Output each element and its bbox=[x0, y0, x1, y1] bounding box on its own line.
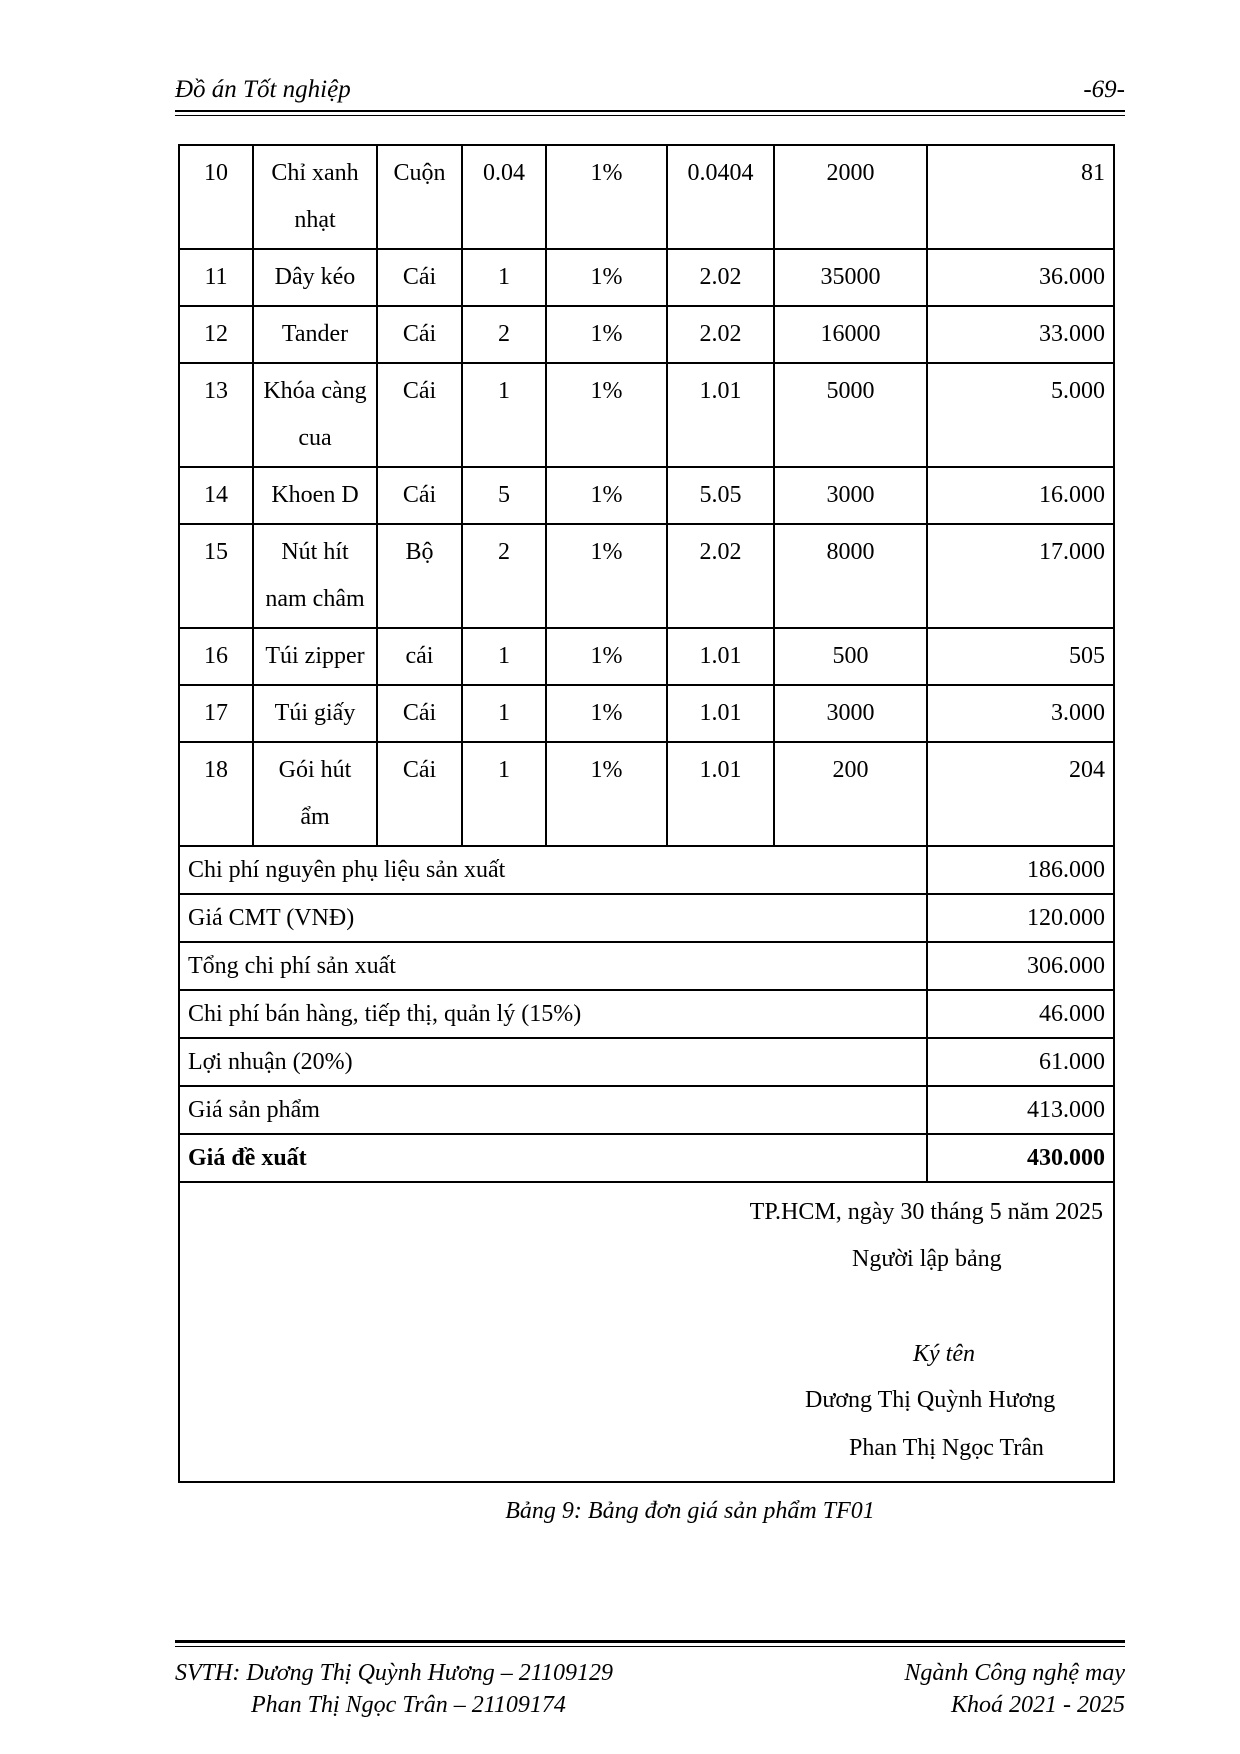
summary-value: 306.000 bbox=[927, 942, 1114, 990]
row-number-cell: 11 bbox=[179, 249, 253, 306]
table-row bbox=[179, 306, 1114, 363]
summary-label: Chi phí bán hàng, tiếp thị, quản lý (15%) bbox=[179, 990, 927, 1038]
table-row bbox=[179, 628, 1114, 685]
unit-price-cell: 5000 bbox=[774, 363, 927, 467]
row-number-cell: 12 bbox=[179, 306, 253, 363]
summary-row bbox=[179, 1086, 1114, 1134]
quantity-cell: 1 bbox=[462, 685, 546, 742]
summary-row bbox=[179, 1134, 1114, 1182]
row-number-cell: 15 bbox=[179, 524, 253, 628]
total-quantity-cell: 5.05 bbox=[667, 467, 774, 524]
total-quantity-cell: 2.02 bbox=[667, 524, 774, 628]
unit-cell: Cái bbox=[377, 306, 462, 363]
unit-price-cell: 35000 bbox=[774, 249, 927, 306]
unit-price-cell: 8000 bbox=[774, 524, 927, 628]
signature-label: Ký tên bbox=[913, 1341, 975, 1367]
item-rows bbox=[179, 145, 1114, 846]
amount-cell: 5.000 bbox=[927, 363, 1114, 467]
total-quantity-cell: 1.01 bbox=[667, 363, 774, 467]
amount-cell: 81 bbox=[927, 145, 1114, 249]
quantity-cell: 1 bbox=[462, 363, 546, 467]
total-quantity-cell: 2.02 bbox=[667, 249, 774, 306]
material-name-cell: Khoen D bbox=[253, 467, 377, 524]
footer-major: Ngành Công nghệ may bbox=[904, 1660, 1125, 1686]
amount-cell: 505 bbox=[927, 628, 1114, 685]
material-name-cell: Gói hút ẩm bbox=[253, 742, 377, 846]
header-rule bbox=[175, 110, 1125, 112]
table-row bbox=[179, 145, 1114, 249]
header-rule-thin bbox=[175, 115, 1125, 116]
table-row bbox=[179, 742, 1114, 846]
product-cost-table bbox=[178, 144, 1115, 1483]
summary-value: 186.000 bbox=[927, 846, 1114, 894]
summary-label: Giá sản phẩm bbox=[179, 1086, 927, 1134]
unit-price-cell: 200 bbox=[774, 742, 927, 846]
summary-value: 46.000 bbox=[927, 990, 1114, 1038]
quantity-cell: 1 bbox=[462, 628, 546, 685]
amount-cell: 17.000 bbox=[927, 524, 1114, 628]
footer-course: Khoá 2021 - 2025 bbox=[951, 1692, 1125, 1718]
loss-rate-cell: 1% bbox=[546, 685, 667, 742]
summary-row bbox=[179, 1038, 1114, 1086]
quantity-cell: 0.04 bbox=[462, 145, 546, 249]
signer-name-2: Phan Thị Ngọc Trân bbox=[849, 1435, 1044, 1461]
quantity-cell: 2 bbox=[462, 524, 546, 628]
unit-cell: Bộ bbox=[377, 524, 462, 628]
creator-label: Người lập bảng bbox=[852, 1246, 1002, 1272]
total-quantity-cell: 1.01 bbox=[667, 742, 774, 846]
material-name-cell: Nút hít nam châm bbox=[253, 524, 377, 628]
total-quantity-cell: 2.02 bbox=[667, 306, 774, 363]
signer-name-1: Dương Thị Quỳnh Hương bbox=[805, 1387, 1056, 1413]
signature-block bbox=[179, 1182, 1114, 1482]
summary-label: Giá CMT (VNĐ) bbox=[179, 894, 927, 942]
summary-row bbox=[179, 894, 1114, 942]
material-name-cell: Túi zipper bbox=[253, 628, 377, 685]
material-name-cell: Dây kéo bbox=[253, 249, 377, 306]
quantity-cell: 1 bbox=[462, 742, 546, 846]
unit-price-cell: 3000 bbox=[774, 685, 927, 742]
table-row bbox=[179, 467, 1114, 524]
loss-rate-cell: 1% bbox=[546, 524, 667, 628]
row-number-cell: 17 bbox=[179, 685, 253, 742]
total-quantity-cell: 1.01 bbox=[667, 628, 774, 685]
signature-row bbox=[179, 1182, 1114, 1482]
table-row bbox=[179, 685, 1114, 742]
page-header bbox=[175, 72, 1125, 112]
unit-cell: cái bbox=[377, 628, 462, 685]
summary-label: Giá đề xuất bbox=[179, 1134, 927, 1182]
table-caption: Bảng 9: Bảng đơn giá sản phẩm TF01 bbox=[505, 1498, 875, 1524]
footer-student-1: SVTH: Dương Thị Quỳnh Hương – 21109129 bbox=[175, 1660, 614, 1686]
material-name-cell: Tander bbox=[253, 306, 377, 363]
loss-rate-cell: 1% bbox=[546, 628, 667, 685]
unit-cell: Cái bbox=[377, 742, 462, 846]
quantity-cell: 5 bbox=[462, 467, 546, 524]
unit-cell: Cái bbox=[377, 467, 462, 524]
summary-row bbox=[179, 942, 1114, 990]
total-quantity-cell: 1.01 bbox=[667, 685, 774, 742]
quantity-cell: 1 bbox=[462, 249, 546, 306]
table-row bbox=[179, 249, 1114, 306]
table-row bbox=[179, 524, 1114, 628]
unit-price-cell: 500 bbox=[774, 628, 927, 685]
unit-cell: Cuộn bbox=[377, 145, 462, 249]
loss-rate-cell: 1% bbox=[546, 742, 667, 846]
amount-cell: 204 bbox=[927, 742, 1114, 846]
loss-rate-cell: 1% bbox=[546, 306, 667, 363]
summary-label: Lợi nhuận (20%) bbox=[179, 1038, 927, 1086]
header-title: Đồ án Tốt nghiệp bbox=[175, 76, 351, 103]
amount-cell: 36.000 bbox=[927, 249, 1114, 306]
footer-rule-thin bbox=[175, 1646, 1125, 1647]
unit-price-cell: 3000 bbox=[774, 467, 927, 524]
summary-value: 430.000 bbox=[927, 1134, 1114, 1182]
row-number-cell: 16 bbox=[179, 628, 253, 685]
summary-label: Chi phí nguyên phụ liệu sản xuất bbox=[179, 846, 927, 894]
amount-cell: 33.000 bbox=[927, 306, 1114, 363]
unit-price-cell: 2000 bbox=[774, 145, 927, 249]
unit-cell: Cái bbox=[377, 685, 462, 742]
material-name-cell: Chỉ xanh nhạt bbox=[253, 145, 377, 249]
row-number-cell: 14 bbox=[179, 467, 253, 524]
loss-rate-cell: 1% bbox=[546, 145, 667, 249]
loss-rate-cell: 1% bbox=[546, 249, 667, 306]
unit-cell: Cái bbox=[377, 363, 462, 467]
row-number-cell: 10 bbox=[179, 145, 253, 249]
summary-row bbox=[179, 990, 1114, 1038]
summary-value: 61.000 bbox=[927, 1038, 1114, 1086]
material-name-cell: Khóa càng cua bbox=[253, 363, 377, 467]
quantity-cell: 2 bbox=[462, 306, 546, 363]
total-quantity-cell: 0.0404 bbox=[667, 145, 774, 249]
amount-cell: 3.000 bbox=[927, 685, 1114, 742]
date-line: TP.HCM, ngày 30 tháng 5 năm 2025 bbox=[749, 1199, 1103, 1225]
loss-rate-cell: 1% bbox=[546, 467, 667, 524]
unit-cell: Cái bbox=[377, 249, 462, 306]
amount-cell: 16.000 bbox=[927, 467, 1114, 524]
row-number-cell: 18 bbox=[179, 742, 253, 846]
table-row bbox=[179, 363, 1114, 467]
page-number: -69- bbox=[1083, 76, 1125, 103]
summary-label: Tổng chi phí sản xuất bbox=[179, 942, 927, 990]
footer-rule bbox=[175, 1640, 1125, 1643]
footer-student-2: Phan Thị Ngọc Trân – 21109174 bbox=[251, 1692, 566, 1718]
loss-rate-cell: 1% bbox=[546, 363, 667, 467]
material-name-cell: Túi giấy bbox=[253, 685, 377, 742]
row-number-cell: 13 bbox=[179, 363, 253, 467]
summary-rows bbox=[179, 846, 1114, 1182]
summary-value: 413.000 bbox=[927, 1086, 1114, 1134]
summary-row bbox=[179, 846, 1114, 894]
summary-value: 120.000 bbox=[927, 894, 1114, 942]
unit-price-cell: 16000 bbox=[774, 306, 927, 363]
